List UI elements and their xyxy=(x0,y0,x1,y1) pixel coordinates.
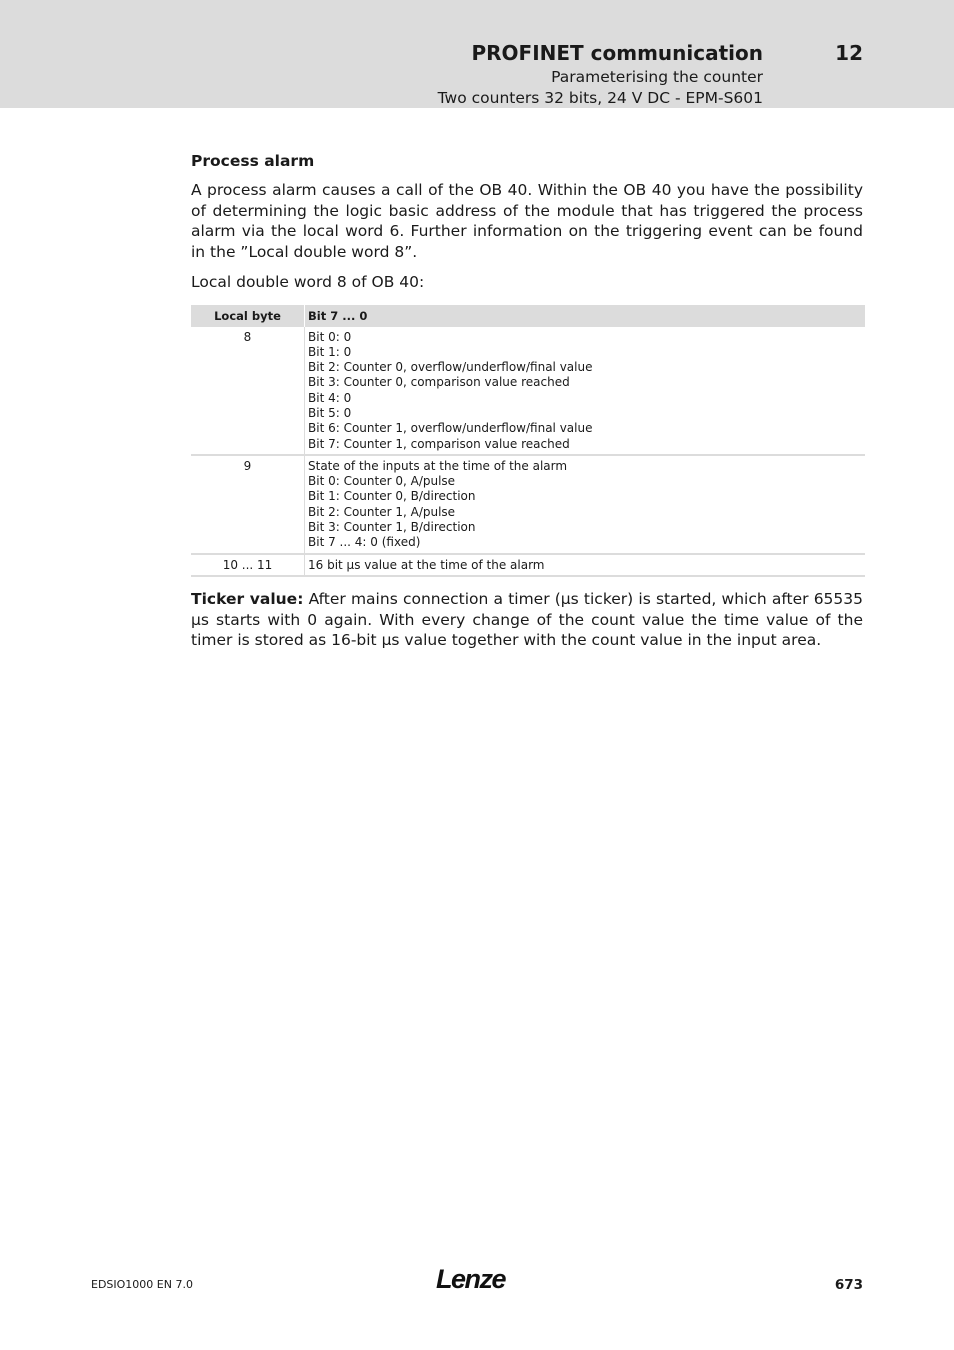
table-row xyxy=(191,327,865,455)
bit-line: Bit 7 ... 4: 0 (fixed) xyxy=(308,535,421,550)
bit-line: Bit 3: Counter 1, B/direction xyxy=(308,520,476,535)
section-heading: Process alarm xyxy=(191,152,315,170)
main-content xyxy=(191,150,863,651)
local-byte-table xyxy=(191,305,865,577)
table-row xyxy=(191,554,865,576)
bits-cell xyxy=(305,327,866,455)
intro-paragraph: A process alarm causes a call of the OB 40. Within the OB 40 you have the possibility of determining the logic basic address of the module that has triggered the process alarm via the local word 6. Further information on the triggering event can be found in the ”Local double word 8”. xyxy=(191,181,863,262)
lenze-logo xyxy=(436,1264,516,1298)
bit-line: Bit 2: Counter 0, overflow/underflow/final value xyxy=(308,360,593,375)
page-number: 673 xyxy=(834,1277,863,1293)
bit-line: Bit 0: 0 xyxy=(308,329,352,344)
table-header-row xyxy=(191,305,865,327)
bit-line: Bit 2: Counter 1, A/pulse xyxy=(308,504,456,519)
table-caption: Local double word 8 of OB 40: xyxy=(191,272,425,291)
bit-line: State of the inputs at the time of the alarm xyxy=(308,458,568,473)
bit-line: Bit 5: 0 xyxy=(308,406,352,420)
bit-line: Bit 3: Counter 0, comparison value reached xyxy=(308,375,570,390)
table-row xyxy=(191,455,865,554)
ticker-paragraph xyxy=(191,589,863,651)
ticker-text: After mains connection a timer (µs ticker) is started, which after 65535 µs starts with 0 again. With every change of the count value the time value of the timer is stored as 16-bit µs value together with the count value in the input area. xyxy=(191,589,863,650)
byte-cell: 8 xyxy=(191,327,305,455)
chapter-title: PROFINET communication xyxy=(471,41,763,65)
document-id: EDSIO1000 EN 7.0 xyxy=(91,1278,193,1291)
bit-line: Bit 4: 0 xyxy=(308,390,352,405)
subsection-subtitle: Two counters 32 bits, 24 V DC - EPM-S601 xyxy=(437,89,763,107)
bit-line: Bit 1: Counter 0, B/direction xyxy=(308,489,476,504)
bit-line: Bit 0: Counter 0, A/pulse xyxy=(308,474,456,489)
bits-cell xyxy=(305,554,866,576)
ticker-label: Ticker value: xyxy=(191,589,304,608)
bits-cell xyxy=(305,455,866,554)
chapter-number: 12 xyxy=(835,41,863,65)
logo-text: Lenze xyxy=(436,1264,506,1294)
bit-line: 16 bit µs value at the time of the alarm xyxy=(308,557,545,572)
column-header-bits: Bit 7 ... 0 xyxy=(305,305,866,327)
byte-cell: 10 ... 11 xyxy=(191,554,305,576)
bit-line: Bit 1: 0 xyxy=(308,344,352,359)
bit-line: Bit 7: Counter 1, comparison value reached xyxy=(308,436,570,451)
lenze-logo-icon xyxy=(436,1264,516,1294)
byte-cell: 9 xyxy=(191,455,305,554)
column-header-local-byte: Local byte xyxy=(191,305,305,327)
bit-line: Bit 6: Counter 1, overflow/underflow/final value xyxy=(308,421,593,436)
section-subtitle: Parameterising the counter xyxy=(551,68,763,86)
